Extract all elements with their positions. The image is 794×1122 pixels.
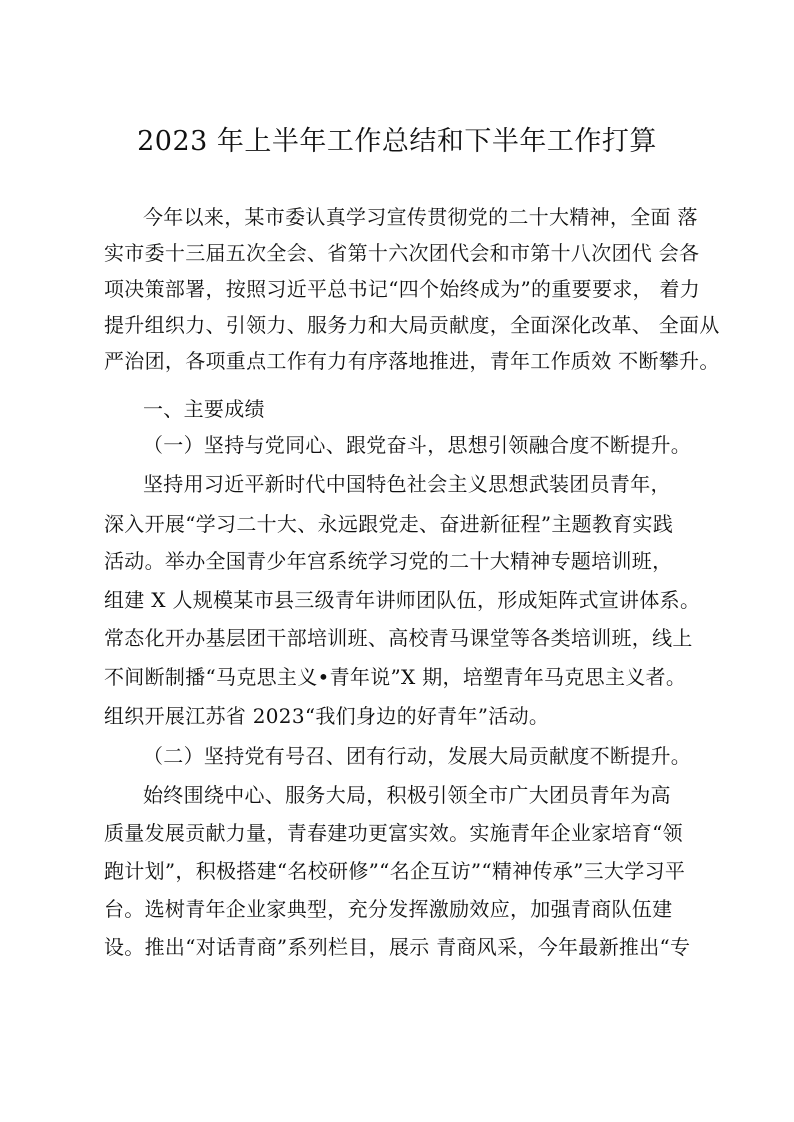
body-line: 项决策部署，按照习近平总书记“四个始终成为”的重要要求， 着力 xyxy=(104,277,701,301)
document-title: 2023 年上半年工作总结和下半年工作打算 xyxy=(137,126,657,157)
body-line: 活动。举办全国青少年宫系统学习党的二十大精神专题培训班， xyxy=(104,549,673,573)
body-line: 设。推出“对话青商”系列栏目，展示 青商风采，今年最新推出“专 xyxy=(104,935,691,959)
body-line: 深入开展“学习二十大、永远跟党走、奋进新征程”主题教育实践 xyxy=(104,512,674,536)
body-line: 今年以来，某市委认真学习宣传贯彻党的二十大精神，全面 落 xyxy=(143,205,698,229)
body-line: 不间断制播“马克思主义•青年说”X 期，培塑青年马克思主义者。 xyxy=(104,665,687,689)
body-line: 质量发展贡献力量，青春建功更富实效。实施青年企业家培育“领 xyxy=(104,821,683,845)
subsection-heading: （二）坚持党有号召、团有行动，发展大局贡献度不断提升。 xyxy=(143,744,692,768)
body-line: 严治团，各项重点工作有力有序落地推进，青年工作质效 不断攀升。 xyxy=(104,349,720,373)
body-line: 始终围绕中心、服务大局，积极引领全市广大团员青年为高 xyxy=(143,783,671,807)
body-line: 实市委十三届五次全会、省第十六次团代会和市第十八次团代 会各 xyxy=(104,241,700,265)
section-heading: 一、主要成绩 xyxy=(143,397,265,421)
body-line: 提升组织力、引领力、服务力和大局贡献度，全面深化改革、 全面从 xyxy=(104,313,720,337)
body-line: 跑计划”，积极搭建“名校研修”“名企互访”“精神传承”三大学习平 xyxy=(104,859,686,883)
body-line: 组织开展江苏省 2023“我们身边的好青年”活动。 xyxy=(104,704,550,728)
body-line: 常态化开办基层团干部培训班、高校青马课堂等各类培训班，线上 xyxy=(104,626,693,650)
subsection-heading: （一）坚持与党同心、跟党奋斗，思想引领融合度不断提升。 xyxy=(143,433,692,457)
body-line: 组建 X 人规模某市县三级青年讲师团队伍，形成矩阵式宣讲体系。 xyxy=(104,588,701,612)
body-line: 台。选树青年企业家典型，充分发挥激励效应，加强青商队伍建 xyxy=(104,897,673,921)
body-line: 坚持用习近平新时代中国特色社会主义思想武装团员青年， xyxy=(143,472,671,496)
